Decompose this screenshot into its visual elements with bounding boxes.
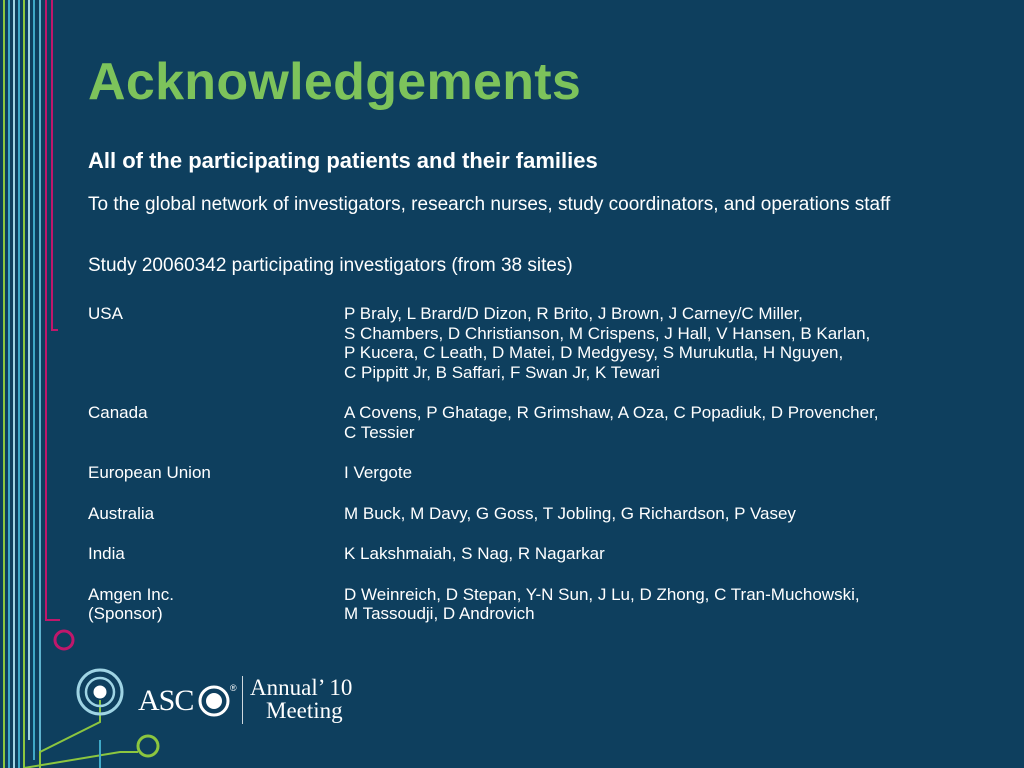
investigators-table [88,304,988,645]
region-label: Canada [88,403,148,422]
acknowledgement-paragraph: To the global network of investigators, research nurses, study coordinators, and operations staff [88,194,891,215]
table-row [88,463,988,483]
region-label: Amgen Inc. (Sponsor) [88,584,174,623]
investigator-names: A Covens, P Ghatage, R Grimshaw, A Oza, C Popadiuk, D Provencher, C Tessier [344,403,879,442]
investigator-names: K Lakshmaiah, S Nag, R Nagarkar [344,544,605,563]
page-title: Acknowledgements [88,53,582,111]
region-label: European Union [88,463,211,482]
region-label: India [88,544,125,563]
region-label: Australia [88,503,155,523]
investigator-names: M Buck, M Davy, G Goss, T Jobling, G Richardson, P Vasey [344,503,796,523]
meeting-label: Meeting [266,698,343,723]
study-paragraph: Study 20060342 participating investigators (from 38 sites) [88,255,573,276]
table-row [88,504,988,524]
table-row [88,585,988,624]
asco-logo-text: ASC [138,684,194,717]
investigator-names: P Braly, L Brard/D Dizon, R Brito, J Brown, J Carney/C Miller, S Chambers, D Christianson, M Crispens, J Hall, V Hansen, B Karlan, P Kucera, C Leath, D Matei, D Medgyesy, S Murukutla, H Nguyen, C Pippitt Jr, B Saffari, F Swan Jr, K Tewari [344,304,871,382]
logo-divider [242,676,243,724]
region-label: USA [88,304,123,323]
table-row [88,544,988,564]
investigator-names: D Weinreich, D Stepan, Y-N Sun, J Lu, D Zhong, C Tran-Muchowski, M Tassoudji, D Androvich [344,584,860,623]
asco-o-globe-icon [197,684,231,718]
investigator-names: I Vergote [344,463,413,482]
table-row [88,304,988,382]
annual-label: Annual’ 10 [250,675,353,700]
table-row [88,403,988,442]
magenta-ring-icon [55,631,73,649]
green-ring-icon [138,736,158,756]
subtitle: All of the participating patients and their families [88,148,598,173]
registered-mark: ® [230,683,237,693]
